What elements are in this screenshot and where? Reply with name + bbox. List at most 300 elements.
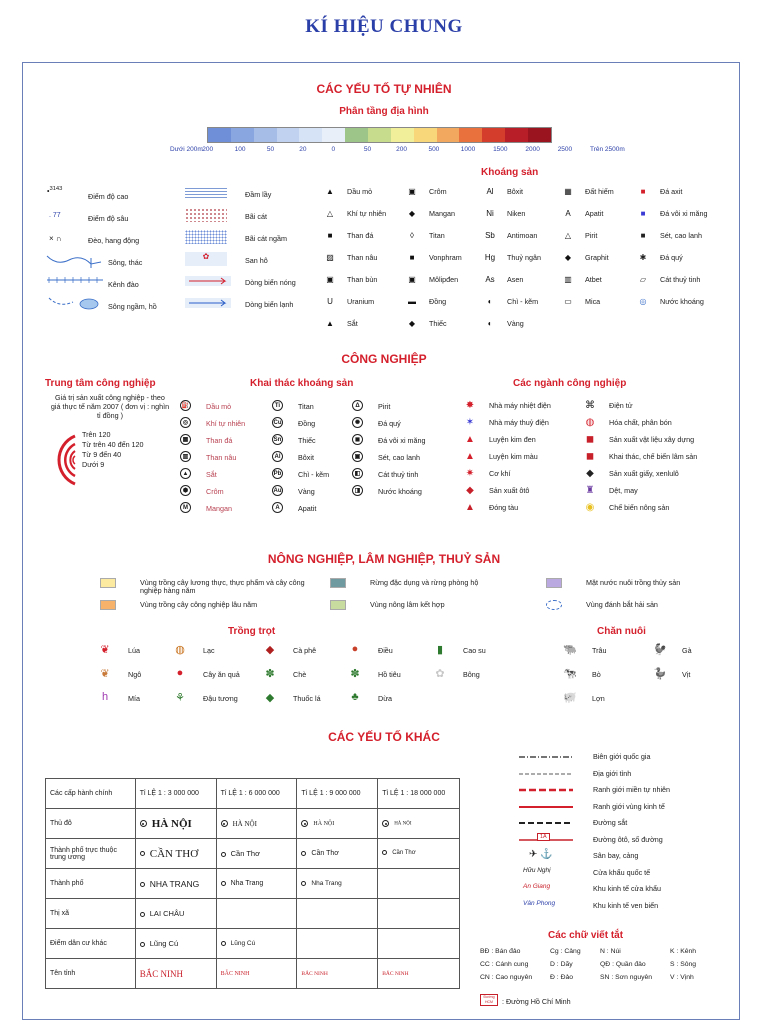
line-symbol-icon bbox=[515, 785, 577, 795]
crop-label: Điều bbox=[378, 646, 393, 655]
relief-band bbox=[437, 128, 460, 142]
mining-label: Cát thuỷ tinh bbox=[378, 470, 419, 479]
relief-label: 50 bbox=[363, 146, 372, 153]
mineral-icon: ▥ bbox=[564, 274, 572, 284]
livestock-label: Trâu bbox=[592, 646, 607, 655]
industry-branch-label: Sản xuất ôtô bbox=[489, 486, 530, 495]
mineral-icon: ▲ bbox=[326, 186, 334, 196]
admin-level-name: Thành phố trực thuộc trung ương bbox=[46, 839, 136, 869]
mineral-label: Antimoan bbox=[507, 231, 538, 240]
abbreviation: CC : Cánh cung bbox=[480, 961, 529, 968]
relief-label: 50 bbox=[266, 146, 275, 153]
elevation-point-icon: •$^{3143}$ bbox=[47, 186, 63, 196]
agri-zone-swatch bbox=[330, 600, 346, 610]
mineral-label: Pirit bbox=[585, 231, 598, 240]
mining-icon: Al bbox=[272, 451, 283, 462]
mineral-label: Than bùn bbox=[347, 275, 378, 284]
relief-band bbox=[505, 128, 528, 142]
relief-band bbox=[208, 128, 231, 142]
mineral-label: Khí tự nhiên bbox=[347, 209, 387, 218]
industry-branch-icon: ▲ bbox=[465, 450, 475, 462]
crop-label: Bông bbox=[463, 670, 480, 679]
mineral-icon: ■ bbox=[640, 208, 646, 218]
industry-branch-label: Nhà máy nhiệt điện bbox=[489, 401, 551, 410]
agri-zone-label: Vùng nông lâm kết hợp bbox=[370, 600, 445, 609]
agri-zone-label: Vùng trồng cây lương thực, thực phẩm và cây công nghiệp hàng năm bbox=[140, 578, 305, 596]
relief-band bbox=[231, 128, 254, 142]
industry-branch-label: Luyện kim đen bbox=[489, 435, 536, 444]
livestock-label: Vịt bbox=[682, 670, 691, 679]
relief-band bbox=[345, 128, 368, 142]
mining-label: Pirit bbox=[378, 402, 391, 411]
relief-label: 1500 bbox=[493, 146, 508, 153]
canal-label: Kênh đào bbox=[108, 280, 139, 289]
abbreviation: V : Vịnh bbox=[670, 974, 694, 981]
mineral-icon: U bbox=[327, 296, 333, 306]
mineral-icon: ◆ bbox=[408, 208, 416, 218]
mineral-icon: Al bbox=[486, 186, 494, 196]
livestock-label: Gà bbox=[682, 646, 692, 655]
livestock-icon: 🐃 bbox=[563, 643, 577, 656]
swamp-label: Đầm lầy bbox=[245, 190, 272, 199]
mining-grid bbox=[180, 400, 450, 530]
crop-icon: h bbox=[101, 691, 109, 703]
mineral-label: Apatit bbox=[585, 209, 604, 218]
crop-icon: ◍ bbox=[175, 643, 185, 656]
mineral-icon: ◆ bbox=[408, 318, 416, 328]
mineral-icon: ■ bbox=[409, 252, 415, 262]
branches-title: Các ngành công nghiệp bbox=[513, 378, 627, 389]
industry-center-levels bbox=[82, 430, 144, 470]
sand-label: Bãi cát bbox=[245, 212, 267, 221]
industry-branch-label: Hóa chất, phân bón bbox=[609, 418, 672, 427]
elevation-point-label: Điểm độ cao bbox=[88, 192, 129, 201]
natural-col2 bbox=[185, 186, 310, 316]
industry-branch-label: Sản xuất vật liệu xây dựng bbox=[609, 435, 695, 444]
line-symbol-label: Sân bay, cảng bbox=[593, 851, 639, 860]
industry-branch-label: Đóng tàu bbox=[489, 503, 519, 512]
mineral-label: Đá vôi xi măng bbox=[660, 209, 708, 218]
mineral-label: Asen bbox=[507, 275, 524, 284]
town-6m: Nha Trang bbox=[230, 880, 264, 887]
province-3m: BẮC NINH bbox=[139, 968, 184, 979]
coral-label: San hô bbox=[245, 256, 268, 265]
mining-icon: ◎ bbox=[180, 417, 191, 428]
crop-label: Cà phê bbox=[293, 646, 317, 655]
industry-branch-icon: ◉ bbox=[585, 501, 595, 513]
mineral-icon: A bbox=[565, 208, 571, 218]
livestock-icon: 🐖 bbox=[563, 691, 577, 704]
crop-icon: ✽ bbox=[350, 667, 360, 680]
mineral-icon: △ bbox=[326, 208, 334, 218]
level-1: Trên 120 bbox=[82, 430, 111, 439]
industry-branch-label: Sản xuất giấy, xenlulô bbox=[609, 469, 679, 478]
canal-icon bbox=[45, 274, 105, 288]
table-row bbox=[46, 959, 460, 989]
mining-icon: Ti bbox=[272, 400, 283, 411]
crop-label: Dừa bbox=[378, 694, 392, 703]
crop-label: Hồ tiêu bbox=[378, 670, 401, 679]
admin-level-name: Điểm dân cư khác bbox=[46, 929, 136, 959]
crop-label: Thuốc lá bbox=[293, 694, 321, 703]
industry-branch-label: Dệt, may bbox=[609, 486, 638, 495]
settlement-6m: Lũng Cú bbox=[230, 940, 256, 947]
agri-section-title: NÔNG NGHIỆP, LÂM NGHIỆP, THUỶ SẢN bbox=[267, 552, 501, 566]
mineral-icon: ◐ bbox=[487, 318, 493, 328]
mineral-label: Dầu mỏ bbox=[347, 187, 373, 196]
mineral-label: Mangan bbox=[429, 209, 455, 218]
hcm-road-label: : Đường Hồ Chí Minh bbox=[502, 997, 571, 1006]
relief-band bbox=[277, 128, 300, 142]
mining-icon: Sn bbox=[272, 434, 283, 445]
capital-9m: HÀ NỘI bbox=[313, 820, 335, 827]
agri-zone-swatch bbox=[100, 600, 116, 610]
livestock-grid bbox=[560, 644, 730, 714]
agri-zone-swatch bbox=[546, 578, 562, 588]
abbreviation: BĐ : Bán đảo bbox=[480, 948, 521, 955]
abbr-title: Các chữ viết tắt bbox=[548, 930, 624, 941]
relief-label: Dưới 200m bbox=[170, 146, 203, 153]
crop-label: Lúa bbox=[128, 646, 140, 655]
mineral-label: Titan bbox=[429, 231, 445, 240]
line-symbols-list bbox=[515, 750, 735, 920]
mining-label: Titan bbox=[298, 402, 314, 411]
agri-zone-label: Rừng đặc dụng và rừng phòng hộ bbox=[370, 578, 479, 587]
line-symbol-label: Khu kinh tế cửa khẩu bbox=[593, 884, 661, 893]
relief-band bbox=[254, 128, 277, 142]
warm-current-label: Dòng biển nóng bbox=[245, 278, 296, 287]
abbreviation: N : Núi bbox=[600, 948, 621, 955]
mineral-icon: ▬ bbox=[408, 296, 416, 306]
crop-label: Ngô bbox=[128, 670, 142, 679]
industry-branch-icon: ♜ bbox=[585, 484, 595, 496]
industry-branch-icon: ◆ bbox=[466, 484, 474, 496]
abbreviation: Đ : Đảo bbox=[550, 974, 574, 981]
abbreviation: S : Sông bbox=[670, 961, 697, 968]
mining-icon: ◧ bbox=[352, 468, 363, 479]
industry-branch-label: Chế biến nông sản bbox=[609, 503, 670, 512]
mineral-icon: ◎ bbox=[639, 296, 647, 306]
table-row bbox=[46, 839, 460, 869]
crop-icon: ▮ bbox=[436, 643, 444, 656]
mineral-label: Đá axit bbox=[660, 187, 683, 196]
livestock-label: Bò bbox=[592, 670, 601, 679]
relief-label: 0 bbox=[331, 146, 336, 153]
relief-band bbox=[322, 128, 345, 142]
mineral-label: Than nâu bbox=[347, 253, 378, 262]
township-3m: LAI CHÂU bbox=[149, 909, 185, 918]
mineral-icon: ■ bbox=[327, 230, 333, 240]
industry-center-circles-icon bbox=[45, 432, 79, 488]
sandbar-label: Bãi cát ngầm bbox=[245, 234, 287, 243]
mineral-icon: ▲ bbox=[326, 318, 334, 328]
mineral-label: Sét, cao lanh bbox=[660, 231, 702, 240]
line-symbol-label: Đường sắt bbox=[593, 818, 628, 827]
table-header: Các cấp hành chính bbox=[46, 779, 136, 809]
livestock-icon: 🐓 bbox=[653, 643, 667, 656]
mining-label: Dầu mỏ bbox=[206, 402, 232, 411]
mining-label: Mangan bbox=[206, 504, 232, 513]
crop-icon: ◆ bbox=[265, 691, 275, 704]
mineral-icon: ▨ bbox=[326, 252, 334, 262]
mineral-label: Sắt bbox=[347, 319, 358, 328]
mining-icon: ▲ bbox=[180, 468, 191, 479]
cold-current-label: Dòng biển lạnh bbox=[245, 300, 294, 309]
line-symbol-icon bbox=[515, 802, 577, 812]
mining-title: Khai thác khoáng sản bbox=[250, 378, 354, 389]
industry-branch-icon: ◼ bbox=[585, 450, 595, 462]
crop-icon: ❦ bbox=[100, 667, 110, 680]
relief-title: Phân tầng địa hình bbox=[339, 106, 429, 117]
table-row bbox=[46, 929, 460, 959]
agri-zone-swatch bbox=[546, 600, 562, 610]
mineral-icon: ◊ bbox=[410, 230, 414, 240]
abbreviation: CN : Cao nguyên bbox=[480, 974, 533, 981]
crop-label: Mía bbox=[128, 694, 140, 703]
sand-swatch bbox=[185, 208, 227, 222]
mineral-icon: ▣ bbox=[408, 274, 416, 284]
mineral-icon: ◆ bbox=[564, 252, 572, 262]
town-9m: Nha Trang bbox=[311, 880, 342, 887]
province-18m: BẮC NINH bbox=[382, 970, 409, 977]
crop-icon: ● bbox=[176, 667, 184, 679]
warm-current-icon bbox=[185, 276, 231, 286]
industry-branch-icon: ✷ bbox=[465, 467, 475, 479]
mining-label: Than đá bbox=[206, 436, 233, 445]
mining-label: Đá quý bbox=[378, 419, 401, 428]
industry-centers-note: Giá trị sản xuất công nghiệp - theo giá thực tế năm 2007 ( đơn vị : nghìn tỉ đồng ) bbox=[50, 393, 170, 420]
crop-icon: ● bbox=[351, 643, 359, 655]
mineral-label: Graphit bbox=[585, 253, 609, 262]
relief-label: 20 bbox=[299, 146, 307, 153]
underground-river-lake-label: Sông ngầm, hồ bbox=[108, 302, 157, 311]
line-symbol-icon bbox=[515, 752, 577, 762]
airport-port-icon: ✈ ⚓ bbox=[529, 849, 553, 860]
mining-icon: Δ bbox=[352, 400, 363, 411]
industry-branch-icon: ✸ bbox=[465, 399, 475, 411]
mining-label: Khí tự nhiên bbox=[206, 419, 246, 428]
mining-label: Apatit bbox=[298, 504, 317, 513]
mineral-icon: ✱ bbox=[639, 252, 647, 262]
industry-branch-icon: ⌘ bbox=[585, 399, 595, 411]
crop-icon: ✽ bbox=[265, 667, 275, 680]
line-symbol-label: Ranh giới vùng kinh tế bbox=[593, 801, 665, 811]
border-gate-sample: Vân Phong bbox=[523, 899, 556, 907]
mineral-label: Mica bbox=[585, 297, 601, 306]
table-header: Tỉ LỆ 1 : 3 000 000 bbox=[135, 779, 216, 809]
city-9m: Cần Thơ bbox=[311, 850, 339, 857]
agri-zone-label: Vùng đánh bắt hải sản bbox=[586, 600, 658, 609]
mining-label: Đồng bbox=[298, 419, 316, 428]
mineral-icon: ■ bbox=[640, 186, 646, 196]
mining-icon: ◼ bbox=[352, 434, 363, 445]
relief-label: Trên 2500m bbox=[590, 146, 625, 153]
table-header: Tỉ LỆ 1 : 6 000 000 bbox=[216, 779, 297, 809]
mining-icon: Au bbox=[272, 485, 283, 496]
mineral-icon: ▣ bbox=[326, 274, 334, 284]
mineral-label: Niken bbox=[507, 209, 526, 218]
relief-label: 2500 bbox=[557, 146, 573, 153]
mineral-icon: Sb bbox=[485, 230, 495, 240]
relief-band bbox=[391, 128, 414, 142]
mineral-label: Atbet bbox=[585, 275, 602, 284]
abbreviation: Cg : Cảng bbox=[550, 948, 581, 955]
livestock-icon: 🦆 bbox=[653, 667, 667, 680]
swamp-swatch bbox=[185, 186, 227, 200]
industry-section-title: CÔNG NGHIỆP bbox=[341, 352, 427, 366]
crop-icon: ✿ bbox=[435, 667, 445, 680]
abbreviations-grid bbox=[480, 948, 735, 988]
agri-zone-label: Mặt nước nuôi trồng thủy sản bbox=[586, 578, 681, 587]
line-symbol-label: Đường ôtô, số đường bbox=[593, 834, 663, 844]
mineral-label: Thiếc bbox=[429, 319, 447, 328]
mineral-label: Than đá bbox=[347, 231, 374, 240]
mineral-icon: ▣ bbox=[408, 186, 416, 196]
relief-band bbox=[414, 128, 437, 142]
industry-branch-label: Điện tử bbox=[609, 401, 633, 410]
agri-zone-label: Vùng trồng cây công nghiệp lâu năm bbox=[140, 600, 258, 609]
mining-icon: ◨ bbox=[352, 485, 363, 496]
river-waterfall-label: Sông, thác bbox=[108, 258, 143, 267]
mining-icon: ⛽ bbox=[180, 400, 191, 411]
mineral-icon: ◐ bbox=[487, 296, 493, 306]
mineral-icon: △ bbox=[564, 230, 572, 240]
agri-zone-swatch bbox=[330, 578, 346, 588]
relief-band bbox=[528, 128, 551, 142]
minerals-grid bbox=[325, 186, 725, 336]
crop-label: Chè bbox=[293, 670, 307, 679]
mineral-label: Đất hiếm bbox=[585, 187, 614, 196]
industry-centers-title: Trung tâm công nghiệp bbox=[45, 378, 156, 389]
line-symbol-label: Biên giới quốc gia bbox=[593, 752, 651, 761]
livestock-title: Chăn nuôi bbox=[597, 626, 646, 637]
mining-icon: A bbox=[272, 502, 283, 513]
mineral-label: Bôxit bbox=[507, 187, 523, 196]
mining-label: Crôm bbox=[206, 487, 224, 496]
relief-scale-labels bbox=[170, 146, 625, 156]
river-waterfall-icon bbox=[45, 252, 105, 270]
mining-icon: M bbox=[180, 502, 191, 513]
relief-label: 500 bbox=[428, 146, 440, 153]
pass-cave-label: Đèo, hang động bbox=[88, 236, 140, 245]
mining-label: Vàng bbox=[298, 487, 315, 496]
mining-label: Bôxit bbox=[298, 453, 314, 462]
mining-label: Thiếc bbox=[298, 436, 316, 445]
admin-level-name: Tên tỉnh bbox=[46, 959, 136, 989]
mining-icon: ✺ bbox=[352, 417, 363, 428]
table-row bbox=[46, 899, 460, 929]
mineral-label: Chì - kẽm bbox=[507, 297, 539, 306]
mining-icon: ▣ bbox=[352, 451, 363, 462]
industry-branch-label: Cơ khí bbox=[489, 469, 511, 478]
line-symbol-label: Địa giới tỉnh bbox=[593, 768, 632, 778]
city-3m: CẦN THƠ bbox=[149, 847, 199, 860]
relief-label: 1000 bbox=[460, 146, 476, 153]
mining-icon: ▦ bbox=[180, 434, 191, 445]
agri-zone-swatch bbox=[100, 578, 116, 588]
coral-icon: ✿ bbox=[185, 252, 227, 266]
city-6m: Cần Thơ bbox=[230, 849, 260, 858]
abbreviation: QĐ : Quần đảo bbox=[600, 961, 646, 968]
natural-col1 bbox=[45, 186, 180, 316]
mining-icon: ⬢ bbox=[180, 485, 191, 496]
industry-branch-icon: ✶ bbox=[465, 416, 475, 428]
crops-title: Trồng trọt bbox=[228, 626, 276, 637]
province-9m: BẮC NINH bbox=[301, 970, 328, 977]
settlement-3m: Lũng Cú bbox=[149, 939, 179, 948]
mineral-label: Uranium bbox=[347, 297, 375, 306]
table-row bbox=[46, 869, 460, 899]
branches-grid bbox=[465, 400, 730, 530]
line-symbol-label: Cửa khẩu quốc tế bbox=[593, 867, 651, 877]
mineral-icon: ▭ bbox=[564, 296, 572, 306]
mineral-label: Vàng bbox=[507, 319, 524, 328]
industry-branch-label: Khai thác, chế biến lâm sản bbox=[609, 452, 698, 461]
table-row bbox=[46, 809, 460, 839]
industry-branch-icon: ▲ bbox=[465, 501, 475, 513]
crop-label: Lạc bbox=[203, 646, 215, 655]
abbreviation: K : Kênh bbox=[670, 948, 697, 955]
admin-levels-table bbox=[45, 778, 460, 989]
crop-label: Cao su bbox=[463, 646, 486, 655]
line-symbol-icon bbox=[515, 769, 577, 779]
mining-label: Chì - kẽm bbox=[298, 470, 330, 479]
city-18m: Cần Thơ bbox=[392, 850, 416, 857]
province-6m: BẮC NINH bbox=[220, 970, 250, 977]
sandbar-swatch bbox=[185, 230, 227, 244]
industry-branch-icon: ▲ bbox=[465, 433, 475, 445]
crop-icon: ♣ bbox=[351, 691, 359, 703]
other-section-title: CÁC YẾU TỐ KHÁC bbox=[328, 730, 440, 744]
level-2: Từ trên 40 đến 120 bbox=[82, 440, 144, 449]
mining-label: Nước khoáng bbox=[378, 487, 422, 496]
page-title: KÍ HIỆU CHUNG bbox=[305, 16, 463, 37]
mineral-label: Thuỷ ngân bbox=[507, 253, 541, 262]
relief-band bbox=[368, 128, 391, 142]
industry-branch-label: Luyện kim màu bbox=[489, 452, 538, 461]
abbreviation: SN : Sơn nguyên bbox=[600, 974, 653, 981]
relief-label: 100 bbox=[234, 146, 246, 153]
admin-level-name: Thành phố bbox=[46, 869, 136, 899]
mining-label: Đá vôi xi măng bbox=[378, 436, 426, 445]
depth-point-label: Điểm độ sâu bbox=[88, 214, 129, 223]
mining-icon: ▥ bbox=[180, 451, 191, 462]
relief-label: 200 bbox=[396, 146, 407, 153]
mineral-label: Crôm bbox=[429, 187, 447, 196]
pass-cave-icon: × ∩ bbox=[49, 234, 62, 243]
admin-level-name: Thủ đô bbox=[46, 809, 136, 839]
mining-icon: Cu bbox=[272, 417, 283, 428]
border-gate-sample: Hữu Nghị bbox=[523, 866, 551, 874]
mining-label: Sét, cao lanh bbox=[378, 453, 420, 462]
abbreviation: D : Dãy bbox=[550, 961, 573, 968]
crop-icon: ◆ bbox=[265, 643, 275, 656]
hcm-road-badge: Đường HCM bbox=[480, 994, 498, 1006]
mineral-icon: ▱ bbox=[639, 274, 647, 284]
crop-icon: ❦ bbox=[100, 643, 110, 656]
livestock-label: Lợn bbox=[592, 694, 605, 703]
mineral-icon: ■ bbox=[640, 230, 646, 240]
industry-branch-icon: ◆ bbox=[586, 467, 594, 479]
mineral-label: Cát thuỷ tinh bbox=[660, 275, 701, 284]
relief-band bbox=[299, 128, 322, 142]
line-symbol-label: Ranh giới miền tự nhiên bbox=[593, 785, 671, 794]
line-symbol-label: Khu kinh tế ven biển bbox=[593, 900, 659, 910]
table-header: Tỉ LỆ 1 : 18 000 000 bbox=[378, 779, 460, 809]
natural-section-title: CÁC YẾU TỐ TỰ NHIÊN bbox=[316, 82, 452, 96]
depth-point-icon: . 77 bbox=[49, 212, 61, 219]
cold-current-icon bbox=[185, 298, 231, 308]
